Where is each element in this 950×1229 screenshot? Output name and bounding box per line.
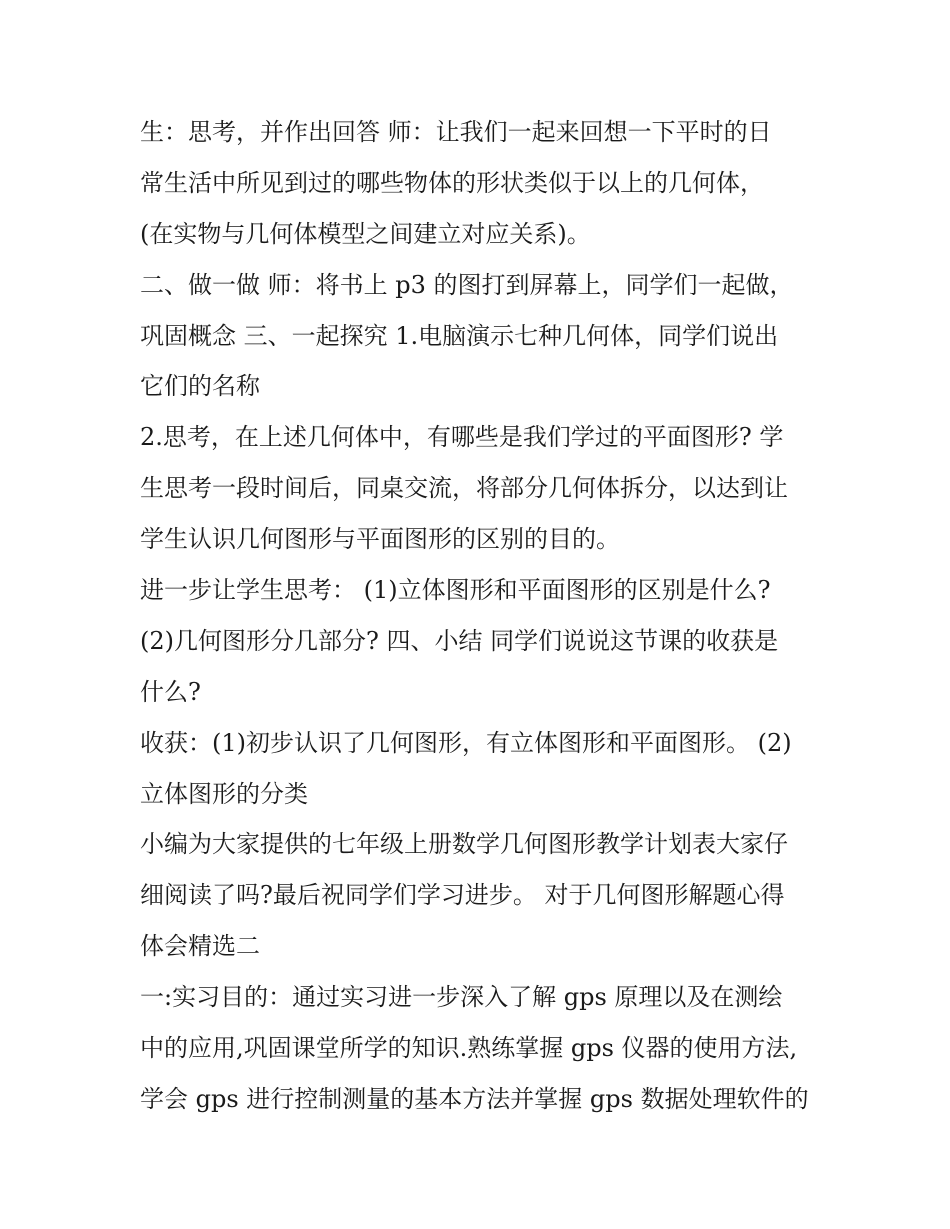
text-line: 巩固概念 三、一起探究 1.电脑演示七种几何体，同学们说出 (140, 321, 779, 350)
text-line: 二、做一做 师：将书上 p3 的图打到屏幕上，同学们一起做， (140, 270, 794, 299)
text-line: 小编为大家提供的七年级上册数学几何图形教学计划表大家仔 (140, 830, 788, 859)
text-line: 一:实习目的：通过实习进一步深入了解 gps 原理以及在测绘 (140, 983, 783, 1012)
text-line: 生思考一段时间后，同桌交流，将部分几何体拆分，以达到让 (140, 474, 788, 503)
text-line: 常生活中所见到过的哪些物体的形状类似于以上的几何体， (140, 168, 764, 197)
text-line: (2)几何图形分几部分? 四、小结 同学们说说这节课的收获是 (140, 626, 779, 655)
text-line: 进一步让学生思考： (1)立体图形和平面图形的区别是什么? (140, 576, 771, 605)
text-line: 体会精选二 (140, 932, 260, 961)
text-line: 收获：(1)初步认识了几何图形，有立体图形和平面图形。 (2) (140, 728, 792, 757)
text-line: 中的应用,巩固课堂所学的知识.熟练掌握 gps 仪器的使用方法, (140, 1034, 798, 1063)
text-line: 立体图形的分类 (140, 779, 308, 808)
document-body (140, 107, 830, 1125)
text-line: (在实物与几何体模型之间建立对应关系)。 (140, 219, 591, 248)
text-line: 它们的名称 (140, 372, 260, 401)
text-line: 学生认识几何图形与平面图形的区别的目的。 (140, 525, 620, 554)
text-line: 2.思考，在上述几何体中，有哪些是我们学过的平面图形? 学 (140, 423, 784, 452)
text-line: 什么? (140, 677, 201, 706)
text-line: 学会 gps 进行控制测量的基本方法并掌握 gps 数据处理软件的 (140, 1084, 809, 1113)
text-line: 细阅读了吗?最后祝同学们学习进步。 对于几何图形解题心得 (140, 881, 785, 910)
text-line: 生：思考，并作出回答 师：让我们一起来回想一下平时的日 (140, 118, 772, 146)
